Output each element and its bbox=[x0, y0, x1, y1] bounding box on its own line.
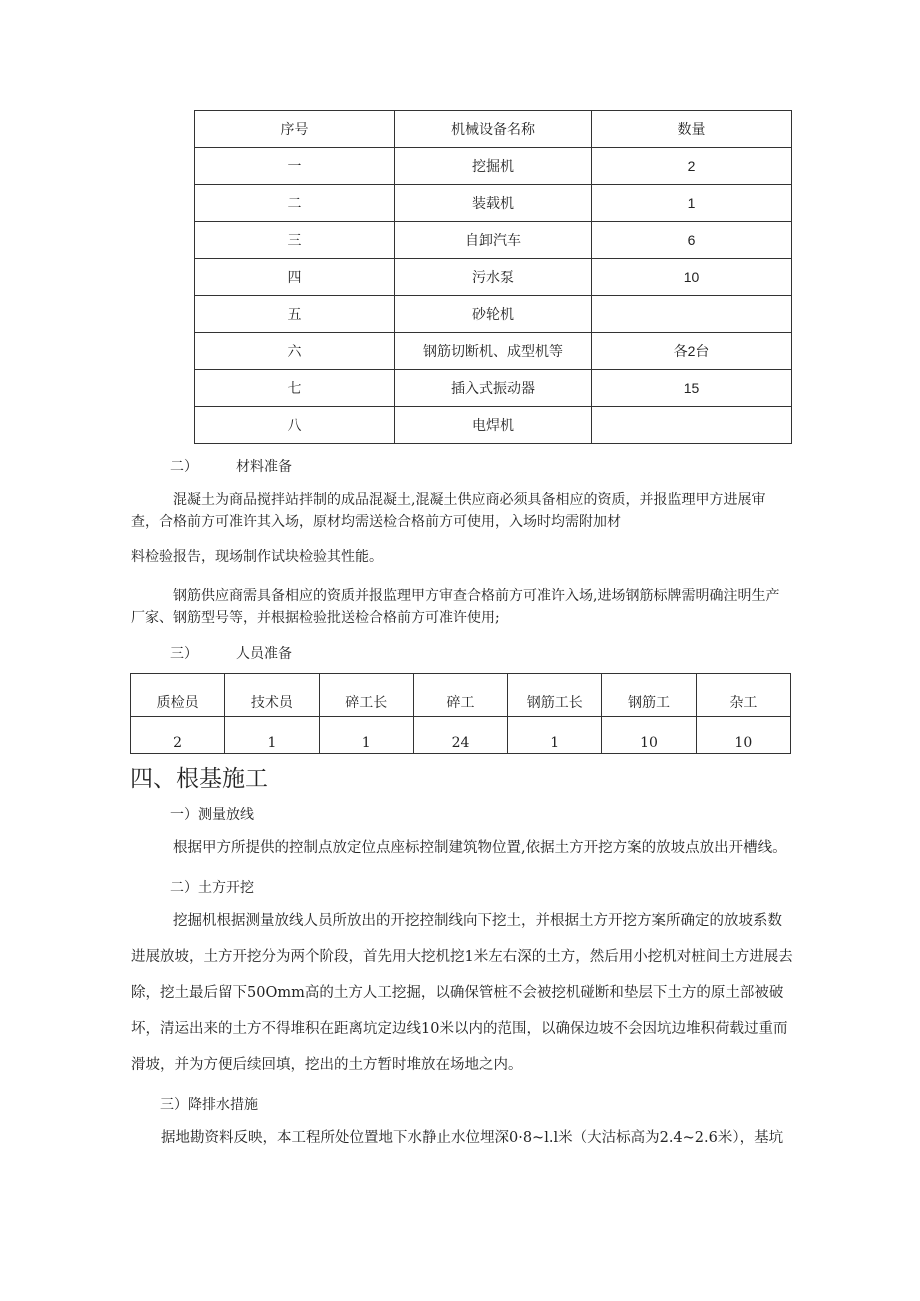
table-row bbox=[195, 407, 792, 444]
personnel-value: 1 bbox=[508, 717, 602, 754]
row-qty: 各2台 bbox=[592, 333, 792, 370]
materials-heading bbox=[170, 456, 292, 476]
row-name: 污水泵 bbox=[395, 259, 592, 296]
section-title: 四、根基施工 bbox=[130, 766, 268, 792]
equipment-table-header bbox=[195, 111, 792, 148]
personnel-value: 24 bbox=[413, 717, 507, 754]
row-qty bbox=[592, 407, 792, 444]
row-name: 电焊机 bbox=[395, 407, 592, 444]
personnel-value: 10 bbox=[696, 717, 790, 754]
equipment-table bbox=[194, 110, 792, 444]
personnel-header: 杂工 bbox=[696, 674, 790, 717]
personnel-header: 碎工 bbox=[413, 674, 507, 717]
row-no: 二 bbox=[195, 185, 395, 222]
table-row bbox=[195, 333, 792, 370]
row-qty: 1 bbox=[592, 185, 792, 222]
personnel-header: 钢筋工长 bbox=[508, 674, 602, 717]
personnel-header: 钢筋工 bbox=[602, 674, 696, 717]
personnel-table bbox=[130, 673, 791, 754]
personnel-value: 10 bbox=[602, 717, 696, 754]
materials-index: 二） bbox=[170, 459, 198, 475]
row-no: 三 bbox=[195, 222, 395, 259]
row-qty: 15 bbox=[592, 370, 792, 407]
personnel-heading bbox=[170, 643, 292, 663]
personnel-value: 1 bbox=[319, 717, 413, 754]
row-qty: 10 bbox=[592, 259, 792, 296]
personnel-index: 三） bbox=[170, 646, 198, 662]
table-row bbox=[195, 259, 792, 296]
table-row bbox=[195, 222, 792, 259]
row-qty: 2 bbox=[592, 148, 792, 185]
row-name: 插入式振动器 bbox=[395, 370, 592, 407]
row-qty bbox=[592, 296, 792, 333]
survey-heading: 一）测量放线 bbox=[170, 807, 254, 823]
table-row bbox=[195, 370, 792, 407]
personnel-header: 技术员 bbox=[225, 674, 319, 717]
materials-para1-line3: 料检验报告，现场制作试块检验其性能。 bbox=[131, 549, 383, 565]
header-qty: 数量 bbox=[592, 111, 792, 148]
row-name: 挖掘机 bbox=[395, 148, 592, 185]
header-no: 序号 bbox=[195, 111, 395, 148]
personnel-value-row bbox=[131, 717, 791, 754]
row-no: 五 bbox=[195, 296, 395, 333]
materials-para1-line1: 混凝土为商品搅拌站拌制的成品混凝土,混凝土供应商必须具备相应的资质，并报监理甲方进展审 bbox=[173, 492, 766, 508]
dewater-text: 据地勘资料反映，本工程所处位置地下水静止水位埋深0·8~l.l米（大沽标高为2.4~2.6米），基坑 bbox=[161, 1130, 784, 1146]
row-name: 钢筋切断机、成型机等 bbox=[395, 333, 592, 370]
personnel-header: 质检员 bbox=[131, 674, 225, 717]
personnel-value: 1 bbox=[225, 717, 319, 754]
table-row bbox=[195, 185, 792, 222]
header-name: 机械设备名称 bbox=[395, 111, 592, 148]
row-no: 七 bbox=[195, 370, 395, 407]
table-row bbox=[195, 296, 792, 333]
row-no: 一 bbox=[195, 148, 395, 185]
personnel-header: 碎工长 bbox=[319, 674, 413, 717]
row-name: 砂轮机 bbox=[395, 296, 592, 333]
row-qty: 6 bbox=[592, 222, 792, 259]
dewater-heading: 三）降排水措施 bbox=[160, 1097, 258, 1113]
row-no: 六 bbox=[195, 333, 395, 370]
personnel-header-row bbox=[131, 674, 791, 717]
table-row bbox=[195, 148, 792, 185]
survey-text: 根据甲方所提供的控制点放定位点座标控制建筑物位置,依据土方开挖方案的放坡点放出开槽线。 bbox=[173, 840, 787, 856]
materials-para1-line2: 查，合格前方可准许其入场，原材均需送检合格前方可使用，入场时均需附加材 bbox=[131, 514, 621, 530]
materials-title: 材料准备 bbox=[236, 459, 292, 475]
excavation-text: 挖掘机根据测量放线人员所放出的开挖控制线向下挖土，并根据土方开挖方案所确定的放坡系数进展放坡，土方开挖分为两个阶段，首先用大挖机挖1米左右深的土方，然后用小挖机对桩间土方进展去除，挖土最后留下50Omm高的土方人工挖掘，以确保管桩不会被挖机碰断和垫层下土方的原土部被破坏，清运出来的土方不得堆积在距离坑定边线10米以内的范围，以确保边坡不会因坑边堆积荷载过重而滑坡，并为方便后续回填，挖出的土方暂时堆放在场地之内。 bbox=[131, 913, 793, 1073]
row-name: 装载机 bbox=[395, 185, 592, 222]
personnel-value: 2 bbox=[131, 717, 225, 754]
personnel-title: 人员准备 bbox=[236, 646, 292, 662]
excavation-heading: 二）土方开挖 bbox=[170, 880, 254, 896]
row-no: 四 bbox=[195, 259, 395, 296]
row-name: 自卸汽车 bbox=[395, 222, 592, 259]
row-no: 八 bbox=[195, 407, 395, 444]
materials-para2: 钢筋供应商需具备相应的资质并报监理甲方审查合格前方可准许入场,进场钢筋标牌需明确注明生产厂家、钢筋型号等，并根据检验批送检合格前方可准许使用; bbox=[131, 588, 780, 626]
